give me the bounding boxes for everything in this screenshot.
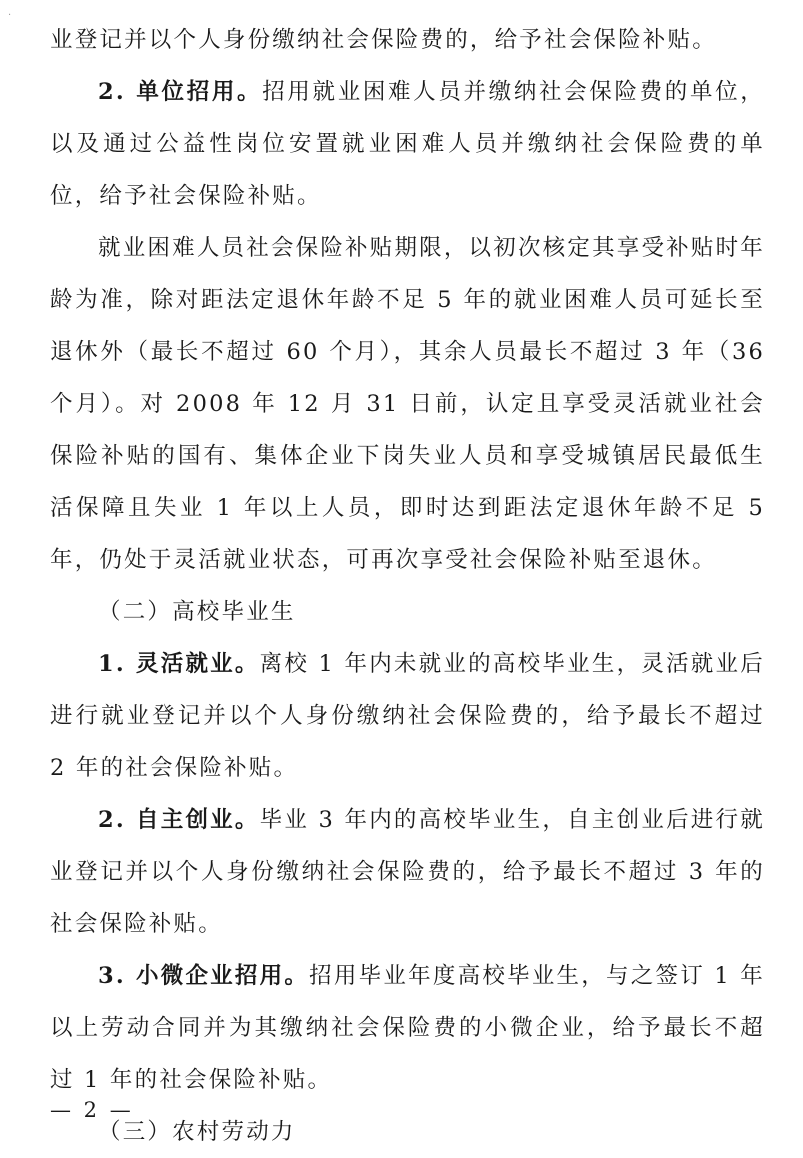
scan-mark: · xyxy=(8,10,12,21)
section-heading-text: （三）农村劳动力 xyxy=(98,1119,296,1145)
paragraph-small-enterprise-hiring xyxy=(50,950,765,1106)
paragraph-lead: 3. 小微企业招用。 xyxy=(98,963,310,989)
paragraph-text: 业登记并以个人身份缴纳社会保险费的，给予社会保险补贴。 xyxy=(50,27,717,53)
paragraph-lead: 2. 自主创业。 xyxy=(98,807,260,833)
paragraph-continuation xyxy=(50,14,765,66)
paragraph-self-employment xyxy=(50,794,765,950)
paragraph-subsidy-period xyxy=(50,222,765,586)
page-number: — 2 — xyxy=(50,1098,134,1122)
section-heading-graduates xyxy=(50,586,765,638)
paragraph-lead: 1. 灵活就业。 xyxy=(98,651,260,677)
paragraph-text: 招用毕业年度高校毕业生，与之签订 1 年以上劳动合同并为其缴纳社会保险费的小微企业，给予最长不超过 1 年的社会保险补贴。 xyxy=(50,963,766,1093)
paragraph-lead: 2. 单位招用。 xyxy=(98,79,263,105)
paragraph-text: 离校 1 年内未就业的高校毕业生，灵活就业后进行就业登记并以个人身份缴纳社会保险费的，给予最长不超过 2 年的社会保险补贴。 xyxy=(50,651,765,781)
section-heading-rural-labor xyxy=(50,1106,765,1158)
paragraph-text: 毕业 3 年内的高校毕业生，自主创业后进行就业登记并以个人身份缴纳社会保险费的，给予最长不超过 3 年的社会保险补贴。 xyxy=(50,807,765,937)
section-heading-text: （二）高校毕业生 xyxy=(98,599,296,625)
paragraph-flexible-employment xyxy=(50,638,765,794)
paragraph-unit-hiring xyxy=(50,66,765,222)
paragraph-text: 就业困难人员社会保险补贴期限，以初次核定其享受补贴时年龄为准，除对距法定退休年龄不足 5 年的就业困难人员可延长至退休外（最长不超过 60 个月），其余人员最长不超过 3 年（36 个月）。对 2008 年 12 月 31 日前，认定且享受灵活就业社会保险补贴的国有、集体企业下岗失业人员和享受城镇居民最低生活保障且失业 1 年以上人员，即时达到距法定退休年龄不足 5 年，仍处于灵活就业状态，可再次享受社会保险补贴至退休。 xyxy=(50,235,765,573)
paragraph-text: 招用就业困难人员并缴纳社会保险费的单位，以及通过公益性岗位安置就业困难人员并缴纳社会保险费的单位，给予社会保险补贴。 xyxy=(50,79,765,209)
